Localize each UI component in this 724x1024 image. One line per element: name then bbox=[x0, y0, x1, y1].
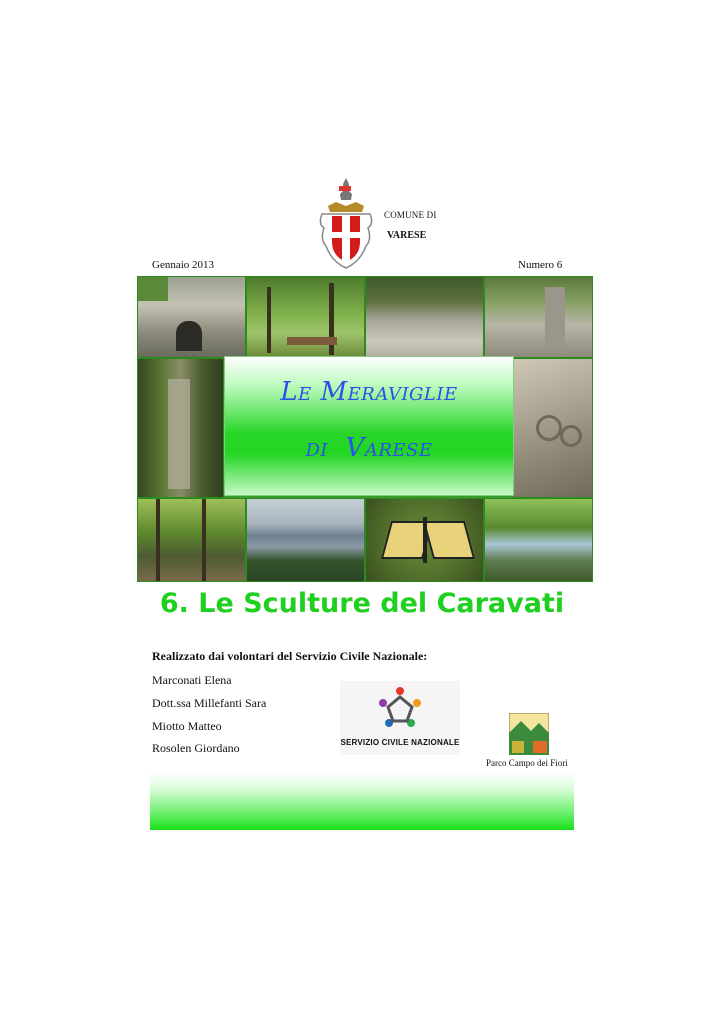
title-box bbox=[224, 356, 514, 496]
volunteer-name: Rosolen Giordano bbox=[152, 741, 240, 755]
volunteer-name: Marconati Elena bbox=[152, 673, 232, 687]
title-line-2: di Varese bbox=[305, 433, 433, 463]
forest-path-photo bbox=[246, 276, 365, 358]
varese-coat-of-arms bbox=[318, 176, 374, 270]
green-gradient-band bbox=[150, 772, 574, 830]
title-line-1: Le Meraviglie bbox=[280, 377, 458, 407]
issue-number: Numero 6 bbox=[518, 259, 563, 271]
city-name: VARESE bbox=[387, 230, 427, 241]
issue-date: Gennaio 2013 bbox=[152, 259, 215, 271]
credits-heading: Realizzato dai volontari del Servizio Civile Nazionale: bbox=[152, 649, 428, 663]
river-woods-photo bbox=[484, 498, 593, 582]
dry-riverbed-photo bbox=[365, 276, 484, 358]
comune-label: COMUNE DI bbox=[384, 210, 437, 220]
issue-subtitle: 6. Le Sculture del Caravati bbox=[159, 588, 565, 619]
volunteer-name: Miotto Matteo bbox=[152, 719, 222, 733]
gorge-photo bbox=[137, 358, 224, 498]
servizio-civile-label: SERVIZIO CIVILE NAZIONALE bbox=[340, 738, 460, 747]
forest-stream-photo bbox=[137, 498, 246, 582]
volunteer-name: Dott.ssa Millefanti Sara bbox=[152, 696, 267, 710]
stone-ruins-photo bbox=[484, 276, 593, 358]
sculpted-rock-photo bbox=[513, 358, 593, 498]
parco-label: Parco Campo dei Fiori bbox=[486, 758, 568, 768]
cave-entrance-photo bbox=[137, 276, 246, 358]
parco-campo-dei-fiori-logo bbox=[509, 713, 549, 755]
lake-view-photo bbox=[246, 498, 365, 582]
butterfly-photo bbox=[365, 498, 484, 582]
